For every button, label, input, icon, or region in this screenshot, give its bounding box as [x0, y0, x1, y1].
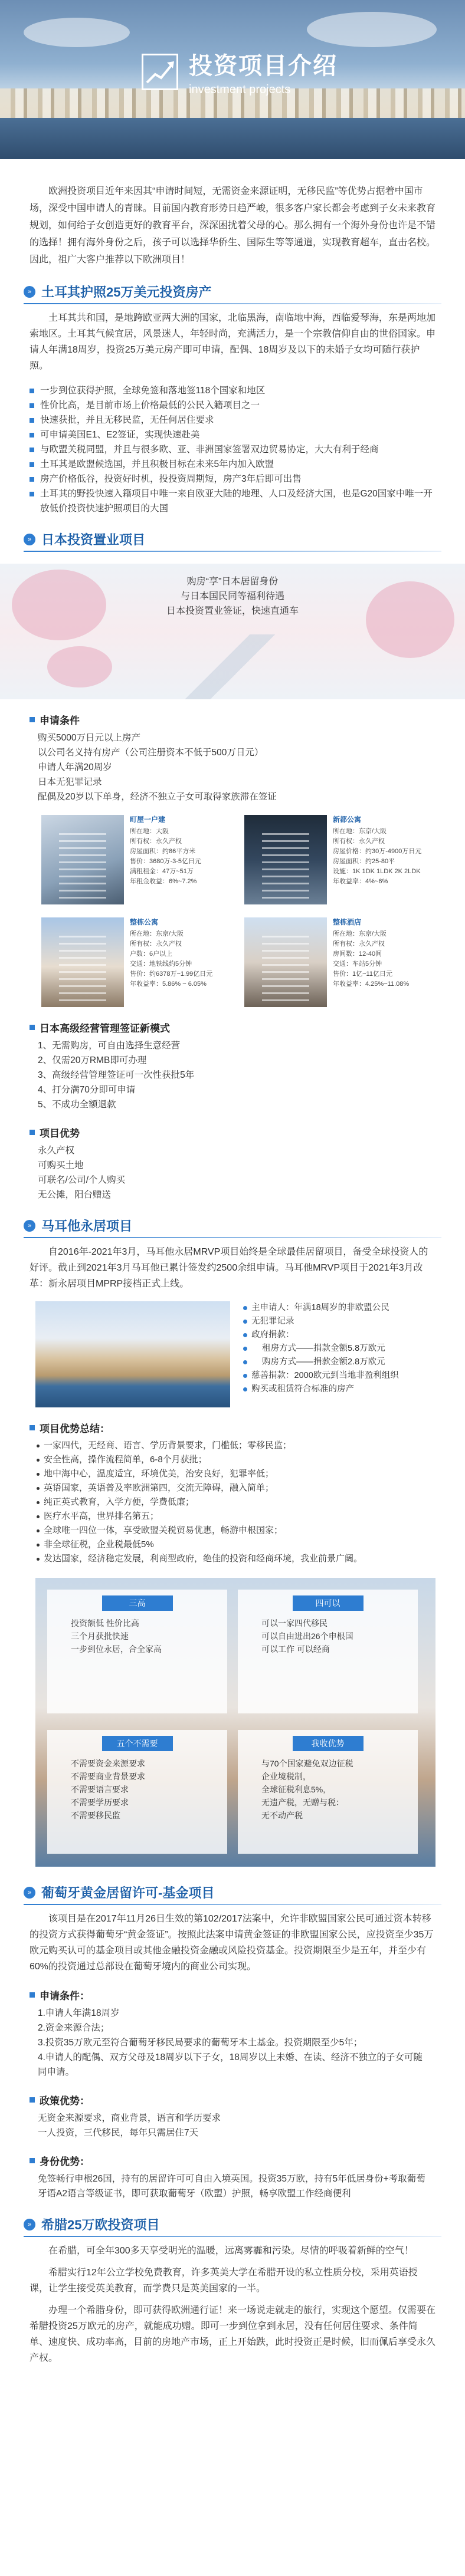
list-item: 可联名/公司/个人购买 — [38, 1175, 126, 1185]
card-line: 所在地：东京/大阪 — [333, 828, 387, 835]
card-line: 所有权：永久产权 — [333, 838, 385, 845]
list-item: 租房方式——捐款金额5.8万欧元 — [242, 1342, 399, 1356]
card-line: 售价：3680万-3-5亿日元 — [130, 858, 202, 865]
section-title: 葡萄牙黄金居留许可-基金项目 — [41, 1886, 215, 1900]
list-item: 4.申请人的配偶、双方父母及18周岁以下子女，18周岁以上未婚、在读、经济不独立的子女可随同申请。 — [38, 2052, 423, 2077]
feature-line: 全球征税利息5%, — [261, 1785, 326, 1794]
sub-header: 申请条件： — [30, 1988, 435, 2002]
section-title: 土耳其护照25万美元投资房产 — [41, 285, 212, 300]
sub-header: 日本高级经营管理签证新模式 — [30, 1020, 435, 1035]
list-item: 2.资金来源合法； — [38, 2023, 110, 2033]
feature-line: 三个月获批快速 — [71, 1631, 129, 1641]
list-item: 地中海中心，温度适宜，环境优美，治安良好，犯罪率低； — [35, 1467, 430, 1481]
feature-title: 五个不需要 — [102, 1736, 173, 1751]
growth-chart-icon — [142, 54, 178, 90]
list-item: 安全性高，操作流程简单，6-8个月获批； — [35, 1453, 430, 1467]
square-bullet-icon — [30, 2158, 35, 2163]
japan-banner — [0, 564, 465, 699]
card-line: 所有权：永久产权 — [333, 940, 385, 948]
list-item: 无犯罪记录 — [242, 1315, 399, 1328]
list-item: 英语国家，英语普及率欧洲第四，交流无障碍，融入简单； — [35, 1481, 430, 1495]
list-item: 4、打分满70分即可申请 — [38, 1085, 136, 1095]
feature-title: 我收优势 — [293, 1736, 364, 1751]
card-line: 交通：地铁线约5分钟 — [130, 960, 192, 968]
malta-points — [242, 1301, 399, 1396]
list-item: 永久产权 — [38, 1146, 75, 1156]
property-photo — [41, 815, 124, 904]
feature-line: 企业境税制， — [261, 1772, 311, 1781]
page-title: 投资项目介绍 — [189, 53, 338, 79]
card-title: 新都公寓 — [333, 815, 362, 824]
mountain-shape — [136, 634, 325, 699]
square-bullet-icon — [30, 2097, 35, 2103]
list-item: 5、不成功全额退款 — [38, 1100, 116, 1110]
list-item: 发达国家，经济稳定发展，利商型政府，绝佳的投资和经商环境，我业前景广阔。 — [35, 1552, 430, 1566]
portugal-conditions — [38, 2006, 427, 2080]
feature-box — [238, 1730, 418, 1854]
feature-line: 不需要资金来源要求 — [71, 1759, 145, 1768]
list-item: 1、无需购房，可自由选择生意经营 — [38, 1041, 181, 1051]
list-item: 购房方式——捐款金额2.8万欧元 — [242, 1356, 399, 1369]
list-item: 一人投资，三代移民，每年只需居住7天 — [38, 2128, 199, 2138]
card-line: 所在地：东京/大阪 — [130, 930, 184, 937]
page-subtitle: investment projects — [189, 83, 291, 96]
list-item: 与欧盟关税同盟，并且与很多欧、亚、非洲国家签署双边贸易协定，大大有利于经商 — [30, 442, 435, 457]
card-line: 房屋价格：约30万-4900万日元 — [333, 848, 422, 855]
double-chevron-icon: » — [24, 286, 35, 298]
greece-paragraph: 希腊实行12年公立学校免费教育，许多英美大学在希腊开设的私立性质分校，采用英语授课，让学生接受英美教育，而学费只是英美国家的一半。 — [30, 2268, 418, 2294]
malta-paragraph: 自2016年-2021年3月，马耳他永居MRVP项目始终是全球最佳居留项目，备受全球投资人的好评。截止到2021年3月马耳他已累计签发约2500余组申请。马耳他MRVP项目于2021年3月改革：新永居项目MPRP接档正式上线。 — [30, 1247, 428, 1289]
card-line: 房屋面积：约86平方米 — [130, 848, 196, 855]
property-card — [244, 815, 424, 904]
feature-box — [47, 1590, 227, 1713]
square-bullet-icon — [30, 717, 35, 722]
section-title: 希腊25万欧投资项目 — [41, 2218, 160, 2232]
feature-line: 不需要语言要求 — [71, 1785, 129, 1794]
banner-line: 购房“享”日本居留身份 — [186, 577, 279, 587]
double-chevron-icon: » — [24, 1887, 35, 1899]
square-bullet-icon — [30, 1992, 35, 1998]
double-chevron-icon: » — [24, 2219, 35, 2230]
list-item: 政府捐款： — [242, 1328, 399, 1342]
section-header-japan — [24, 530, 441, 548]
list-item: 房产价格低谷，投资好时机，投投资周期短，房产3年后即可出售 — [30, 472, 435, 486]
portugal-paragraph: 该项目是在2017年11月26日生效的第102/2017法案中，允许非欧盟国家公民可通过资本转移的投资方式获得葡萄牙“黄金签证”。按照此法案申请黄金签证的非欧盟国家公民，应投资至少35万欧元购买认可的基金项目或其他金融投资金融或风险投资基金。投资期限至少是五年，并至少有60%的投资通过总部设在葡萄牙境内的商业公司实现。 — [30, 1914, 434, 1972]
section-header-greece — [24, 2215, 441, 2233]
card-line: 所在地：大阪 — [130, 828, 169, 835]
property-card — [244, 917, 424, 1007]
section-header-turkey — [24, 282, 441, 301]
list-item: 可申请美国E1、E2签证，实现快速赴美 — [30, 427, 435, 442]
section-title: 马耳他永居项目 — [41, 1219, 133, 1233]
list-item: 无资金来源要求，商业背景，语言和学历要求 — [38, 2113, 221, 2123]
property-card — [41, 917, 221, 1007]
malta-feature-grid — [35, 1578, 435, 1867]
section-divider — [24, 1237, 441, 1238]
sub-header: 申请条件 — [30, 712, 435, 727]
feature-line: 投资额低 性价比高 — [71, 1618, 139, 1628]
card-line: 年收益率：4%~6% — [333, 878, 388, 885]
card-line: 年收益率：4.25%~11.08% — [333, 981, 410, 988]
list-item: 2、仅需20万RMB即可办理 — [38, 1055, 147, 1065]
card-line: 所在地：东京/大阪 — [333, 930, 387, 937]
turkey-benefits-list — [30, 383, 435, 516]
card-line: 户数：6户以上 — [130, 950, 173, 958]
list-item: 1.申请人年满18周岁 — [38, 2008, 120, 2018]
property-photo — [244, 815, 327, 904]
feature-line: 不需要商业背景要求 — [71, 1772, 145, 1781]
list-item: 纯正英式教育，入学方便，学费低廉； — [35, 1495, 430, 1509]
list-item: 购买5000万日元以上房产 — [38, 733, 140, 743]
feature-line: 不需要移民监 — [71, 1811, 120, 1820]
list-item: 申请人年满20周岁 — [38, 762, 112, 772]
list-item: 非全球征税，企业税最低5% — [35, 1538, 430, 1552]
malta-overview — [35, 1301, 441, 1407]
card-line: 年收益率：5.86% ~ 6.05% — [130, 981, 207, 988]
banner-title — [142, 47, 338, 97]
sub-header: 政策优势： — [30, 2093, 435, 2107]
feature-line: 不需要学历要求 — [71, 1798, 129, 1807]
feature-line: 与70个国家避免双边征税 — [261, 1759, 353, 1768]
list-item: 土耳其的野投快速入籍项目中唯一来自欧亚大陆的地理、人口及经济大国，也是G20国家中唯一开放低价投资快速护照项目的大国 — [30, 486, 435, 516]
list-item: 土耳其是欧盟候选国，并且积极目标在未来5年内加入欧盟 — [30, 457, 435, 472]
sub-header: 项目优势 — [30, 1125, 435, 1140]
section-divider — [24, 551, 441, 552]
card-line: 交通：车站5分钟 — [333, 960, 382, 968]
japan-conditions — [38, 731, 427, 804]
list-item: 快速获批，并且无移民监，无任何居住要求 — [30, 413, 435, 427]
cloud-shape — [24, 18, 130, 47]
japan-advantages — [38, 1143, 427, 1202]
list-item: 购买或租赁符合标准的房产 — [242, 1383, 399, 1396]
card-line: 设施：1K 1DK 1LDK 2K 2LDK — [333, 868, 421, 875]
sea-backdrop — [0, 118, 465, 159]
japan-banner-text — [0, 574, 465, 618]
card-line: 满租租金：47万~51万 — [130, 868, 194, 875]
feature-line: 一步到位永居，合全家高 — [71, 1644, 162, 1654]
malta-photo — [35, 1301, 230, 1407]
list-item: 3、高级经营管理签证可一次性获批5年 — [38, 1070, 195, 1080]
card-line: 所有权：永久产权 — [130, 838, 182, 845]
property-photo — [244, 917, 327, 1007]
greece-paragraph: 办理一个希腊身份，即可获得欧洲通行证！来一场说走就走的旅行，实现这个愿望。仅需要在希腊投资25万欧元的房产，就能成功赠。即可一步到位拿到永居，没有任何居住要求、条件简单、速度快、成功率高，目前的房地产市场，正上开始跌，此时投资正是时候，旧而佩后享受永久产权。 — [30, 2305, 436, 2363]
blossom-shape — [47, 646, 112, 687]
malta-advantages — [35, 1439, 430, 1566]
list-item: 以公司名义持有房产（公司注册资本不低于500万日元） — [38, 748, 264, 758]
card-line: 房间数：12-40间 — [333, 950, 382, 958]
double-chevron-icon: » — [24, 1220, 35, 1232]
card-title: 町屋一户建 — [130, 815, 166, 824]
section-divider — [24, 1904, 441, 1905]
banner-line: 与日本国民同等福利待遇 — [180, 591, 284, 601]
feature-title: 四可以 — [293, 1595, 364, 1611]
card-line: 所有权：永久产权 — [130, 940, 182, 948]
property-cards — [41, 815, 424, 1007]
card-title: 整栋酒店 — [333, 918, 362, 926]
feature-box — [238, 1590, 418, 1713]
list-item: 3.投资35万欧元至符合葡萄牙移民局要求的葡萄牙本土基金。投资期限至少5年； — [38, 2038, 363, 2048]
list-item: 全球唯一四位一体，享受欧盟关税贸易优惠，畅游申根国家； — [35, 1524, 430, 1538]
card-line: 售价：1亿~11亿日元 — [333, 970, 392, 978]
square-bullet-icon — [30, 1025, 35, 1030]
list-item: 无公摊，阳台赠送 — [38, 1190, 112, 1200]
feature-box — [47, 1730, 227, 1854]
list-item: 慈善捐款：2000欧元到当地非盈利组织 — [242, 1369, 399, 1383]
list-item: 配偶及20岁以下单身，经济不独立子女可取得家族滞在签证 — [38, 792, 277, 802]
turkey-paragraph: 土耳其共和国，是地跨欧亚两大洲的国家，北临黑海，南临地中海，西临爱琴海，东是两地加索地区。土耳其气候宜居，风景迷人，年轻时尚，充满活力，是一个宗教信仰自由的世俗国家。申请人年满18周岁，投资25万美元房产即可申请，配偶、18周岁及以下的未婚子女均可随行获护照。 — [30, 313, 436, 371]
section-divider — [24, 2236, 441, 2237]
japan-biz-list — [38, 1038, 427, 1112]
list-item: 主申请人：年满18周岁的非欧盟公民 — [242, 1301, 399, 1315]
list-item: 医疗水平高，世界排名第五； — [35, 1509, 430, 1524]
feature-title: 三高 — [102, 1595, 173, 1611]
feature-line: 可以自由进出26个申根国 — [261, 1631, 353, 1641]
card-line: 房屋面积：约25-80平 — [333, 858, 395, 865]
card-line: 年租金收益：6%~7.2% — [130, 878, 197, 885]
square-bullet-icon — [30, 1130, 35, 1135]
card-line: 售价：约6378万~1.99亿日元 — [130, 970, 213, 978]
feature-line: 可以工作 可以经商 — [261, 1644, 330, 1654]
sub-header: 身份优势： — [30, 2153, 435, 2168]
section-header-malta — [24, 1216, 441, 1235]
banner-line: 日本投资置业签证，快速直通车 — [166, 606, 299, 616]
property-card — [41, 815, 221, 904]
intro-paragraph: 欧洲投资项目近年来因其“申请时间短，无需资金来源证明，无移民监”等优势占据着中国市场，深受中国申请人的青睐。目前国内教育形势日趋严峻，很多客户家长都会考虑到子女未来教育规划，如何给子女创造更好的教育平台，深深困扰着父母的心。那么拥有一个海外身份也许是不错的选择！拥有海外身份之后，孩子可以选择华侨生、国际生等等通道，实现教育超车，直击名校。因此，祖广大客户推荐以下欧洲项目！ — [30, 186, 436, 265]
double-chevron-icon: » — [24, 534, 35, 545]
header-banner — [0, 0, 465, 159]
cloud-shape — [307, 12, 437, 47]
list-item: 性价比高，是目前市场上价格最低的公民入籍项目之一 — [30, 398, 435, 413]
portugal-policies — [38, 2111, 427, 2140]
list-item: 一家四代，无经商、语言、学历背景要求，门槛低；零移民监； — [35, 1439, 430, 1453]
portugal-identity-text: 免签畅行申根26国，持有的居留许可可自由入境英国。投资35万欧，持有5年低居身份+考取葡萄牙语A2语言等级证书，即可获取葡萄牙（欧盟）护照，畅享欧盟工作经商便利 — [38, 2174, 425, 2199]
feature-line: 无不动产税 — [261, 1811, 303, 1820]
footer-spacer — [0, 2366, 465, 2390]
section-divider — [24, 303, 441, 304]
list-item: 一步到位获得护照，全球免签和落地签118个国家和地区 — [30, 383, 435, 398]
card-title: 整栋公寓 — [130, 918, 159, 926]
sub-header: 项目优势总结： — [30, 1420, 435, 1435]
feature-line: 无遗产税，无赠与税： — [261, 1798, 344, 1807]
greece-paragraph: 在希腊，可全年300多天享受明光的温暖，远离雾霾和污染。尽情的呼吸着新鲜的空气！ — [48, 2246, 414, 2256]
square-bullet-icon — [30, 1425, 35, 1430]
section-title: 日本投资置业项目 — [41, 532, 146, 547]
feature-line: 可以一家四代移民 — [261, 1618, 328, 1628]
list-item: 可购买土地 — [38, 1160, 84, 1170]
property-photo — [41, 917, 124, 1007]
list-item: 日本无犯罪记录 — [38, 777, 102, 787]
section-header-portugal — [24, 1883, 441, 1901]
